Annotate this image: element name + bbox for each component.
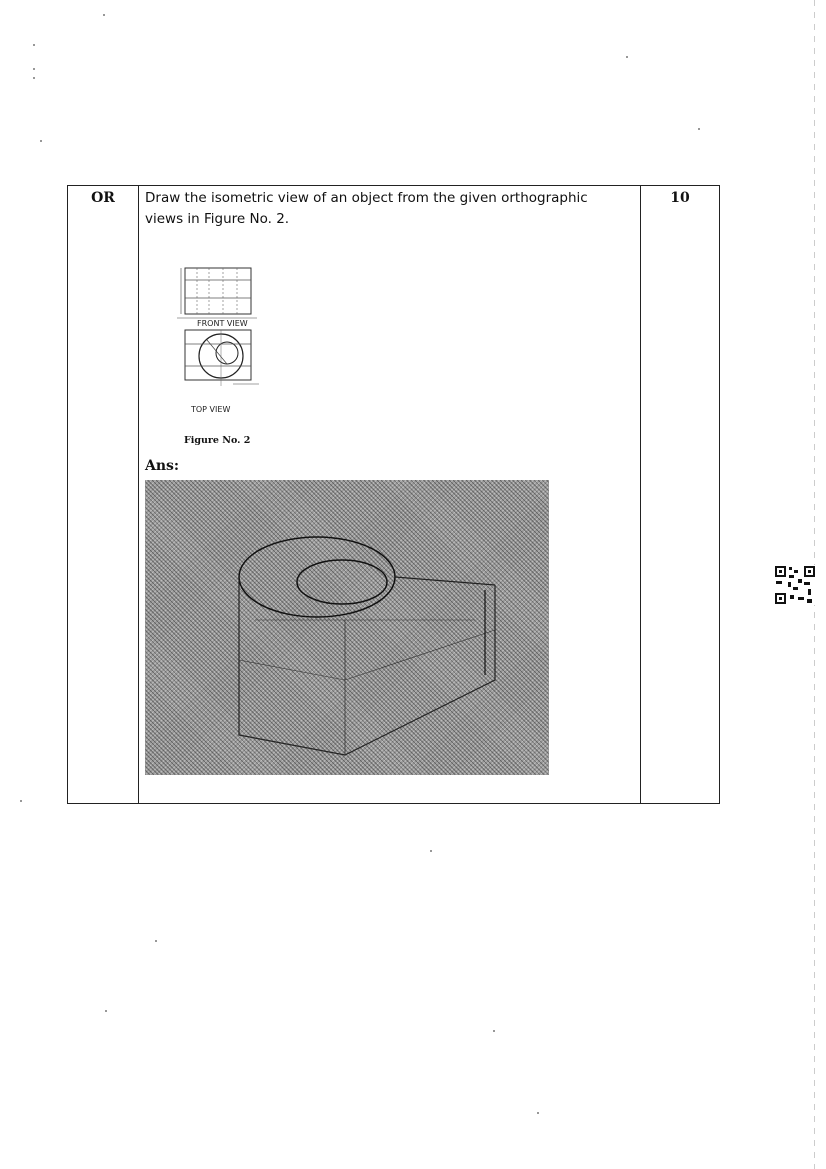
scan-speck: [105, 1010, 107, 1012]
or-cell: [68, 186, 139, 804]
answer-label: Ans:: [145, 458, 180, 474]
scan-speck: [103, 14, 105, 16]
top-view-label: TOP VIEW: [191, 405, 231, 414]
question-content-cell: [139, 186, 641, 804]
scan-speck: [155, 940, 157, 942]
isometric-answer-image: [145, 480, 549, 775]
question-table: [67, 185, 720, 804]
question-text: Draw the isometric view of an object from the given orthographic views in Figure No. 2.: [145, 190, 588, 227]
scan-speck: [40, 140, 42, 142]
scan-speck: [20, 800, 22, 802]
scan-speck: [698, 128, 700, 130]
scan-speck: [626, 56, 628, 58]
orthographic-drawing: [177, 266, 262, 418]
marks-cell: [641, 186, 720, 804]
orthographic-figure: [177, 266, 262, 418]
front-view-label: FRONT VIEW: [197, 319, 248, 328]
scan-speck: [33, 77, 35, 79]
scan-speck: [493, 1030, 495, 1032]
figure-caption: Figure No. 2: [184, 435, 251, 446]
scan-speck: [33, 44, 35, 46]
qr-code-icon: [774, 565, 816, 605]
or-label: OR: [91, 190, 115, 206]
scan-speck: [537, 1112, 539, 1114]
marks-value: 10: [670, 190, 690, 206]
scan-speck: [33, 68, 35, 70]
isometric-drawing: [145, 480, 549, 775]
scan-speck: [430, 850, 432, 852]
